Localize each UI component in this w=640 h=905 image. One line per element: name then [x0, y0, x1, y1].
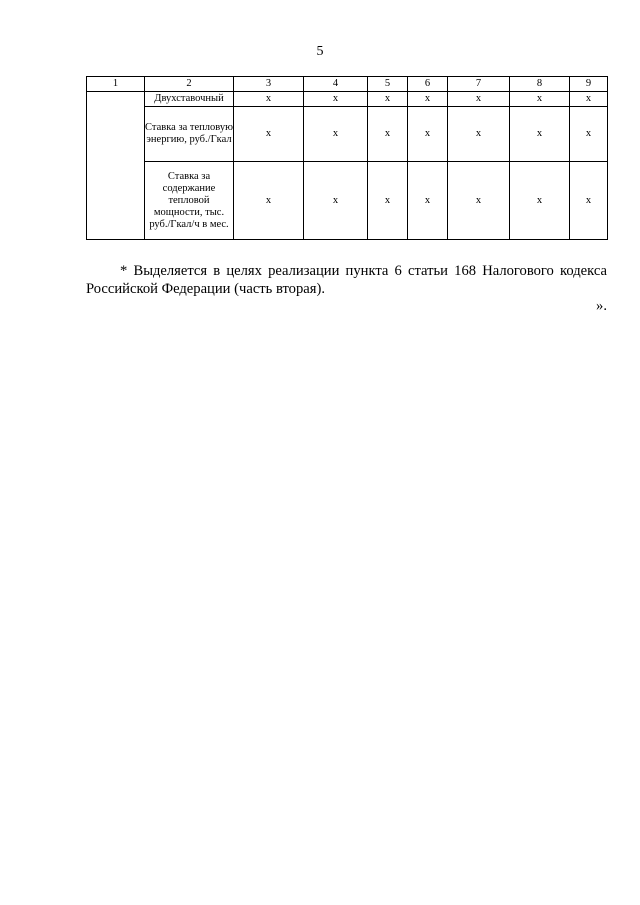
footnote-line-2: Российской Федерации (часть вторая).	[86, 281, 325, 297]
tariff-table	[86, 76, 608, 240]
header-cell: 3	[234, 77, 304, 92]
footnote	[86, 262, 607, 298]
table-cell: x	[408, 107, 448, 162]
table-cell: x	[234, 107, 304, 162]
table-cell: x	[570, 92, 608, 107]
footnote-line-1: * Выделяется в целях реализации пункта 6 статьи 168 Налогового кодекса	[120, 263, 607, 279]
table-cell: x	[304, 162, 368, 240]
row-label: Ставка за содержание тепловой мощности, тыс. руб./Гкал/ч в мес.	[145, 162, 234, 240]
header-cell: 6	[408, 77, 448, 92]
header-cell: 2	[145, 77, 234, 92]
table-cell: x	[448, 162, 510, 240]
header-cell: 9	[570, 77, 608, 92]
table-row	[87, 162, 608, 240]
table-cell: x	[510, 92, 570, 107]
header-cell: 1	[87, 77, 145, 92]
table-cell: x	[368, 162, 408, 240]
table-cell: x	[510, 107, 570, 162]
table-cell: x	[408, 162, 448, 240]
row-label: Ставка за тепловую энергию, руб./Гкал	[145, 107, 234, 162]
table-cell: x	[234, 92, 304, 107]
table-cell: x	[570, 107, 608, 162]
table-cell: x	[368, 107, 408, 162]
closing-quote-mark: ».	[596, 298, 607, 314]
table-cell: x	[304, 92, 368, 107]
header-cell: 7	[448, 77, 510, 92]
header-cell: 8	[510, 77, 570, 92]
table-cell: x	[448, 92, 510, 107]
header-cell: 4	[304, 77, 368, 92]
table-cell: x	[510, 162, 570, 240]
row-label: Двухставочный	[145, 92, 234, 107]
table-row	[87, 107, 608, 162]
table-cell: x	[304, 107, 368, 162]
table-cell: x	[368, 92, 408, 107]
empty-cell	[87, 92, 145, 240]
table-cell: x	[448, 107, 510, 162]
page-number: 5	[316, 44, 324, 59]
table-header-row	[87, 77, 608, 92]
table-cell: x	[408, 92, 448, 107]
table-row	[87, 92, 608, 107]
table-cell: x	[570, 162, 608, 240]
header-cell: 5	[368, 77, 408, 92]
table-cell: x	[234, 162, 304, 240]
